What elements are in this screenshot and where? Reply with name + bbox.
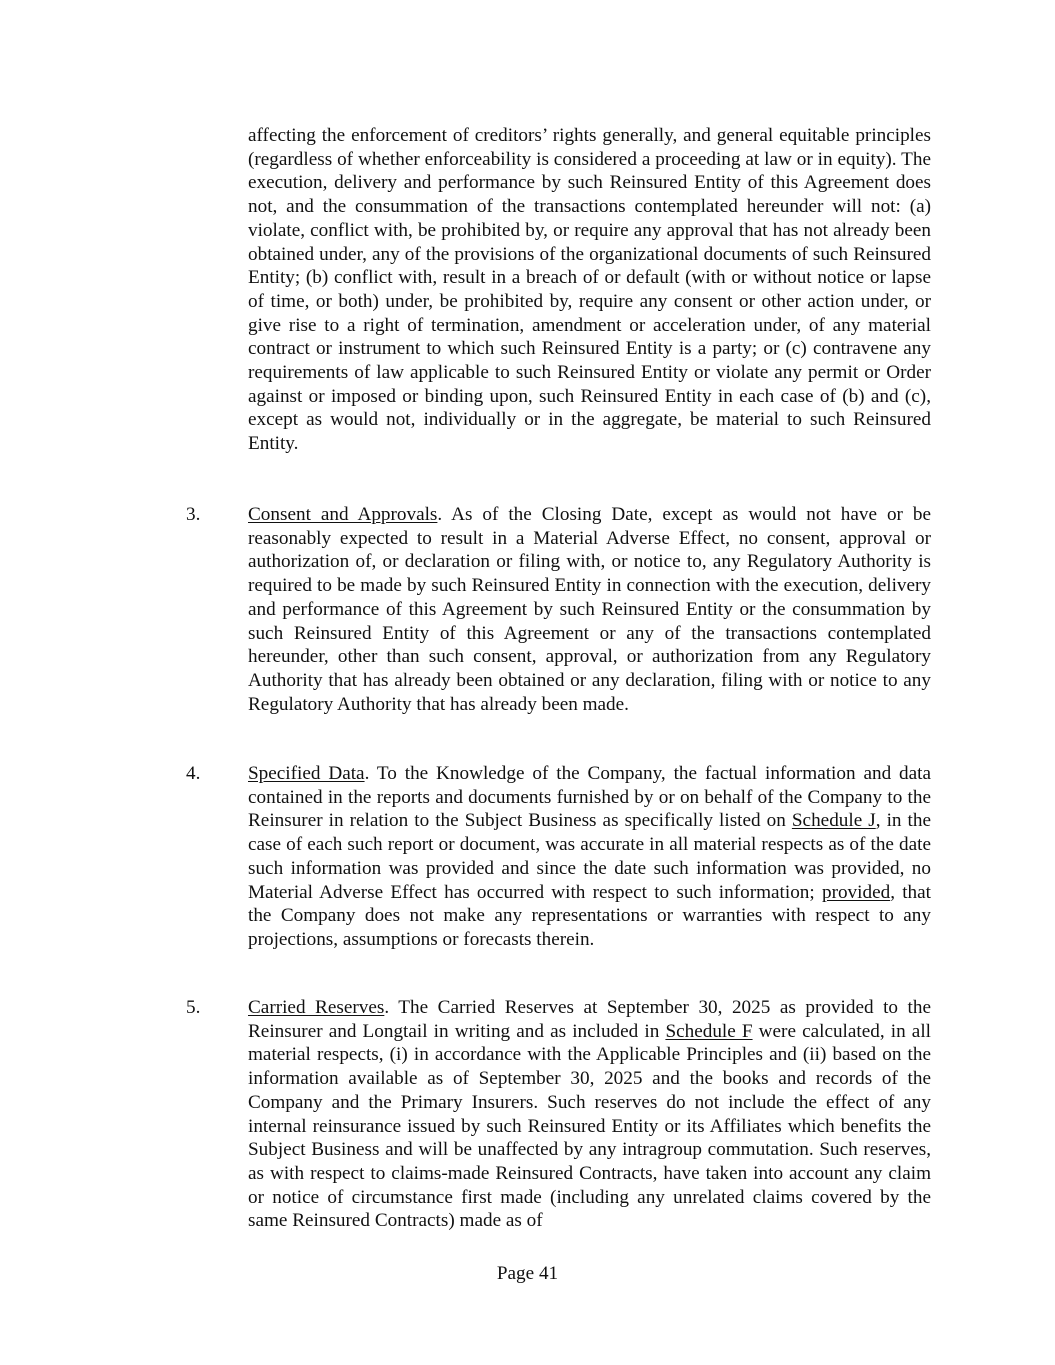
section-4-paragraph bbox=[248, 762, 931, 952]
section-3-paragraph bbox=[248, 503, 931, 716]
section-4-body-a: . To the Knowledge of the Company, the factual information and data contained in the reports and documents furnished by or on behalf of the Company to the Reinsurer in relation to the Subject Business as specifically listed on bbox=[248, 763, 931, 832]
section-4-number: 4. bbox=[186, 763, 201, 784]
section-3-number: 3. bbox=[186, 504, 201, 525]
section-5-heading: Carried Reserves bbox=[248, 997, 385, 1018]
provided-term: provided bbox=[821, 881, 891, 903]
section-5-paragraph bbox=[248, 996, 931, 1233]
continuation-paragraph: affecting the enforcement of creditors’ rights generally, and general equitable principles (regardless of whether enforceability is considered a proceeding at law or in equity). The execution, delivery and performance by such Reinsured Entity of this Agreement does not, and the consummation of the transactions contemplated hereunder will not: (a) violate, conflict with, be prohibited by, or require any approval that has not already been obtained under, any of the provisions of the organizational documents of such Reinsured Entity; (b) conflict with, result in a breach of or default (with or without notice or lapse of time, or both) under, be prohibited by, require any consent or other action under, or give rise to a right of termination, amendment or acceleration under, of any material contract or instrument to which such Reinsured Entity is a party; or (c) contravene any requirements of law applicable to such Reinsured Entity or violate any permit or Order against or imposed or binding upon, such Reinsured Entity in each case of (b) and (c), except as would not, individually or in the aggregate, be material to such Reinsured Entity. bbox=[248, 125, 931, 455]
section-3-body: . As of the Closing Date, except as would not have or be reasonably expected to result in a Material Adverse Effect, no consent, approval or authorization of, or declaration or filing with, or notice to, any Regulatory Authority is required to be made by such Reinsured Entity in connection with the execution, delivery and performance of this Agreement by such Reinsured Entity or the consummation by such Reinsured Entity of this Agreement or any of the transactions contemplated hereunder, other than such consent, approval, or authorization from any Regulatory Authority that has already been obtained or any declaration, filing with or notice to any Regulatory Authority that has already been made. bbox=[248, 504, 931, 715]
section-4-body-b: , in the case of each such report or document, was accurate in all material respects as of the date such information was provided and since the date such information was provided, no Material Adverse Effect has occurred with respect to such information; bbox=[248, 810, 931, 903]
section-4-body-c: , that the Company does not make any representations or warranties with respect to any projections, assumptions or forecasts therein. bbox=[248, 881, 931, 950]
section-5-number: 5. bbox=[186, 997, 201, 1018]
section-4-heading: Specified Data bbox=[248, 763, 365, 784]
section-5-body-a: . The Carried Reserves at September 30, 2025 as provided to the Reinsurer and Longtail in writing and as included in bbox=[248, 997, 931, 1042]
section-3-heading: Consent and Approvals bbox=[248, 504, 438, 525]
schedule-j-reference: Schedule J bbox=[791, 810, 876, 832]
section-5-body-b: were calculated, in all material respects, (i) in accordance with the Applicable Principles and (ii) based on the information available as of September 30, 2025 and the books and records of the Company and the Primary Insurers. Such reserves do not include the effect of any internal reinsurance issued by such Reinsured Entity or its Affiliates which benefits the Subject Business and will be unaffected by any intragroup commutation. Such reserves, as with respect to claims-made Reinsured Contracts, have taken into account any claim or notice of circumstance first made (including any unrelated claims covered by the same Reinsured Contracts) made as of bbox=[248, 1020, 931, 1232]
page-number: Page 41 bbox=[496, 1263, 559, 1284]
schedule-f-reference: Schedule F bbox=[665, 1020, 753, 1042]
